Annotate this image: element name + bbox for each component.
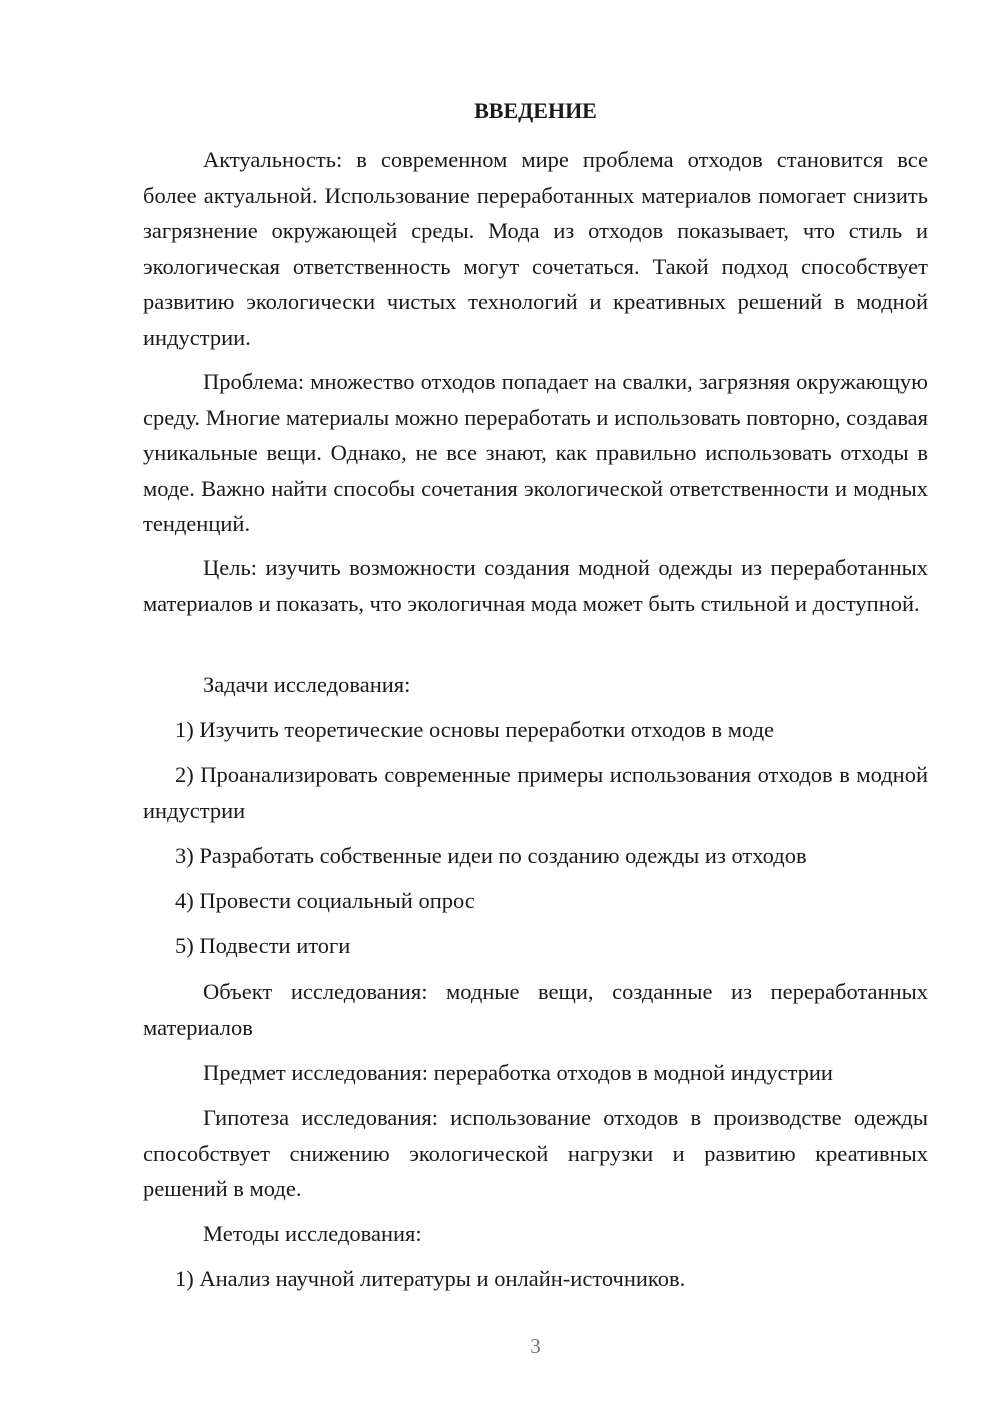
document-page xyxy=(143,0,928,1414)
task-item-4: 4) Провести социальный опрос xyxy=(175,888,475,913)
subject-paragraph: Предмет исследования: переработка отходов в модной индустрии xyxy=(203,1060,833,1085)
goal-paragraph: Цель: изучить возможности создания модной одежды из переработанных материалов и показать, что экологичная мода может быть стильной и доступной. xyxy=(143,555,928,616)
method-item-1: 1) Анализ научной литературы и онлайн-источников. xyxy=(175,1266,686,1291)
hypothesis-paragraph: Гипотеза исследования: использование отходов в производстве одежды способствует снижению экологической нагрузки и развитию креативных решений в моде. xyxy=(143,1105,928,1201)
tasks-heading: Задачи исследования: xyxy=(203,672,411,697)
methods-heading: Методы исследования: xyxy=(203,1221,422,1246)
task-item-1: 1) Изучить теоретические основы переработки отходов в моде xyxy=(175,717,775,742)
task-item-2: 2) Проанализировать современные примеры использования отходов в модной индустрии xyxy=(143,762,928,823)
page-number: 3 xyxy=(530,1334,541,1358)
page-heading: ВВЕДЕНИЕ xyxy=(474,98,597,123)
problem-paragraph: Проблема: множество отходов попадает на свалки, загрязняя окружающую среду. Многие материалы можно переработать и использовать повторно, создавая уникальные вещи. Однако, не все знают, как правильно использовать отходы в моде. Важно найти способы сочетания экологической ответственности и модных тенденций. xyxy=(143,369,928,536)
relevance-paragraph: Актуальность: в современном мире проблема отходов становится все более актуальной. Использование переработанных материалов помогает снизить загрязнение окружающей среды. Мода из отходов показывает, что стиль и экологическая ответственность могут сочетаться. Такой подход способствует развитию экологически чистых технологий и креативных решений в модной индустрии. xyxy=(143,147,928,350)
task-item-3: 3) Разработать собственные идеи по созданию одежды из отходов xyxy=(175,843,807,868)
task-item-5: 5) Подвести итоги xyxy=(175,933,351,958)
object-paragraph: Объект исследования: модные вещи, созданные из переработанных материалов xyxy=(143,979,928,1040)
